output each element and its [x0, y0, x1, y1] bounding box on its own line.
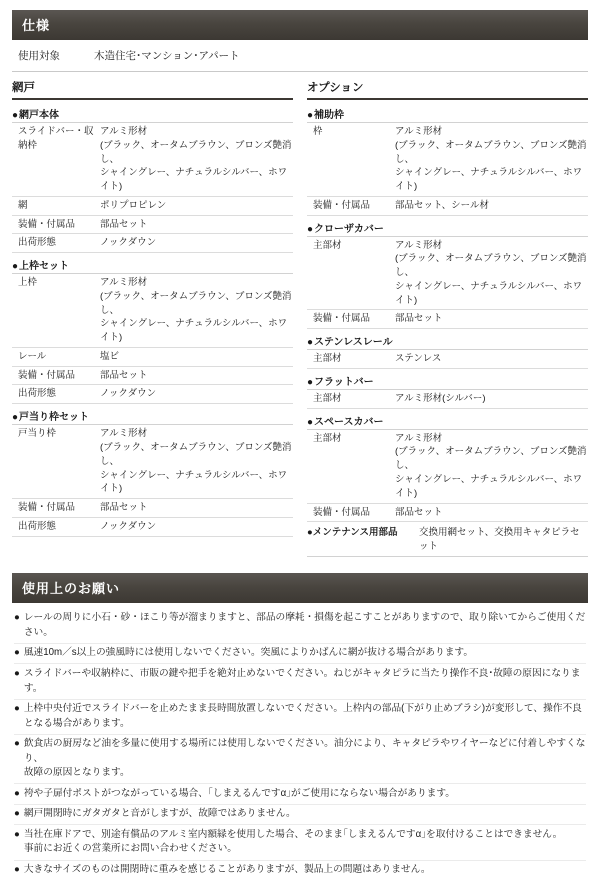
notice-text: 飲食店の厨房など油を多量に使用する場所には使用しないでください。油分により、キャタピラやワイヤーなどに付着しやすくなり、 故障の原因となります。 — [24, 737, 586, 781]
spec-row — [12, 348, 293, 367]
bullet-icon: ● — [307, 337, 313, 348]
bullet-icon: ● — [12, 261, 18, 272]
group-heading-hojowaku: ●補助枠 — [307, 102, 588, 123]
notice-text: レールの周りに小石・砂・ほこり等が溜まりますと、部品の摩耗・損傷を起こすことがありますので、取り除いてからご使用ください。 — [24, 611, 586, 640]
target-label: 使用対象 — [18, 48, 94, 63]
spec-row — [12, 216, 293, 235]
spec-row — [307, 504, 588, 523]
spec-value: ノックダウン — [100, 387, 293, 401]
spec-row-maintenance-parts — [307, 522, 588, 557]
group-heading-uewaku-set: ●上枠セット — [12, 253, 293, 274]
spec-row — [307, 310, 588, 329]
bullet-icon: ● — [14, 828, 20, 843]
notice-text: 袴や子扉付ポストがつながっている場合、｢しまえるんですα｣がご使用にならない場合があります。 — [24, 787, 586, 802]
spec-row — [307, 123, 588, 197]
list-item — [14, 609, 586, 644]
notice-text: 当社在庫ドアで、別途有償品のアルミ室内額縁を使用した場合、そのまま｢しまえるんですα｣を取付けることはできません。 事前にお近くの営業所にお問い合わせください。 — [24, 828, 586, 857]
spec-row — [307, 237, 588, 311]
spec-key: レール — [12, 350, 100, 364]
spec-key: 装備・付属品 — [12, 501, 100, 515]
spec-row — [12, 499, 293, 518]
spec-row — [12, 367, 293, 386]
spec-row — [12, 197, 293, 216]
bullet-icon: ● — [14, 787, 20, 802]
group-heading-toatariwaku-set: ●戸当り枠セット — [12, 404, 293, 425]
spec-value: アルミ形材 (ブラック、オータムブラウン、ブロンズ艶消し、 シャイングレー、ナチュラルシルバー、ホワイト) — [100, 125, 293, 194]
notice-text: 網戸開閉時にガタガタと音がしますが、故障ではありません。 — [24, 807, 586, 822]
spec-value: アルミ形材(シルバー) — [395, 392, 588, 406]
bullet-icon: ● — [307, 527, 313, 538]
spec-value: 部品セット、シール材 — [395, 199, 588, 213]
spec-key: 装備・付属品 — [12, 218, 100, 232]
group-heading-closer-cover: ●クローザカバー — [307, 216, 588, 237]
spec-value: アルミ形材 (ブラック、オータムブラウン、ブロンズ艶消し、 シャイングレー、ナチュラルシルバー、ホワイト) — [395, 125, 588, 194]
list-item — [14, 784, 586, 805]
bullet-icon: ● — [12, 412, 18, 423]
spec-key: 装備・付属品 — [307, 312, 395, 326]
spec-row — [12, 274, 293, 348]
spec-row — [307, 430, 588, 504]
notice-text: 上枠中央付近でスライドバーを止めたまま長時間放置しないでください。上枠内の部品(下がり止めブラシ)が変形して、操作不良となる場合があります。 — [24, 702, 586, 731]
bullet-icon: ● — [14, 702, 20, 717]
spec-key: 網 — [12, 199, 100, 213]
spec-key: 主部材 — [307, 239, 395, 308]
group-heading-space-cover: ●スペースカバー — [307, 409, 588, 430]
column-heading: オプション — [307, 79, 588, 100]
spec-key: 出荷形態 — [12, 520, 100, 534]
spec-row — [307, 390, 588, 409]
bullet-icon: ● — [14, 737, 20, 752]
group-heading-flat-bar: ●フラットバー — [307, 369, 588, 390]
spec-value: 塩ビ — [100, 350, 293, 364]
spec-row — [12, 123, 293, 197]
spec-key: 主部材 — [307, 432, 395, 501]
bullet-icon: ● — [12, 110, 18, 121]
spec-value: ポリプロピレン — [100, 199, 293, 213]
notice-text: 大きなサイズのものは開閉時に重みを感じることがありますが、製品上の問題はありません。 — [24, 863, 586, 878]
spec-key: 装備・付属品 — [307, 199, 395, 213]
spec-key: 主部材 — [307, 352, 395, 366]
target-value: 木造住宅･マンション･アパート — [94, 48, 240, 63]
spec-key: スライドバー・収納枠 — [12, 125, 100, 194]
bullet-icon: ● — [14, 807, 20, 822]
spec-value: アルミ形材 (ブラック、オータムブラウン、ブロンズ艶消し、 シャイングレー、ナチュラルシルバー、ホワイト) — [395, 239, 588, 308]
notice-text: スライドバーや収納枠に、市販の鍵や把手を絶対止めないでください。ねじがキャタピラに当たり操作不良･故障の原因になります。 — [24, 667, 586, 696]
column-heading: 網戸 — [12, 79, 293, 100]
spec-row — [307, 197, 588, 216]
spec-value: アルミ形材 (ブラック、オータムブラウン、ブロンズ艶消し、 シャイングレー、ナチュラルシルバー、ホワイト) — [100, 427, 293, 496]
spec-key: 装備・付属品 — [307, 506, 395, 520]
notice-list — [12, 603, 588, 880]
spec-column-amido — [12, 79, 293, 557]
group-heading-stainless-rail: ●ステンレスレール — [307, 329, 588, 350]
list-item — [14, 825, 586, 860]
list-item — [14, 805, 586, 826]
bullet-icon: ● — [14, 646, 20, 661]
spec-value: ステンレス — [395, 352, 588, 366]
spec-row — [12, 425, 293, 499]
bullet-icon: ● — [307, 224, 313, 235]
spec-key: 上枠 — [12, 276, 100, 345]
spec-value: 部品セット — [395, 312, 588, 326]
bullet-icon: ● — [307, 110, 313, 121]
spec-row — [12, 385, 293, 404]
group-heading-amido-hontai: ●網戸本体 — [12, 102, 293, 123]
list-item — [14, 861, 586, 880]
spec-value: 部品セット — [100, 369, 293, 383]
spec-value: 部品セット — [100, 501, 293, 515]
spec-row — [307, 350, 588, 369]
spec-value: アルミ形材 (ブラック、オータムブラウン、ブロンズ艶消し、 シャイングレー、ナチュラルシルバー、ホワイト) — [100, 276, 293, 345]
spec-column-option — [307, 79, 588, 557]
bullet-icon: ● — [307, 377, 313, 388]
spec-value: アルミ形材 (ブラック、オータムブラウン、ブロンズ艶消し、 シャイングレー、ナチュラルシルバー、ホワイト) — [395, 432, 588, 501]
spec-value: ノックダウン — [100, 520, 293, 534]
spec-key: 枠 — [307, 125, 395, 194]
spec-section-title: 仕様 — [12, 10, 588, 40]
list-item — [14, 700, 586, 735]
spec-value: 交換用網セット、交換用キャタピラセット — [419, 526, 588, 554]
list-item — [14, 735, 586, 785]
bullet-icon: ● — [307, 417, 313, 428]
notice-section — [12, 573, 588, 880]
spec-row — [12, 518, 293, 537]
spec-value: 部品セット — [395, 506, 588, 520]
notice-text: 風速10m／s以上の強風時には使用しないでください。突風によりかばんに網が抜ける場合があります。 — [24, 646, 586, 661]
spec-key: 出荷形態 — [12, 236, 100, 250]
notice-section-title: 使用上のお願い — [12, 573, 588, 603]
bullet-icon: ● — [14, 667, 20, 682]
spec-columns — [12, 79, 588, 557]
spec-key: 装備・付属品 — [12, 369, 100, 383]
target-row — [12, 40, 588, 72]
spec-key: 戸当り枠 — [12, 427, 100, 496]
spec-value: ノックダウン — [100, 236, 293, 250]
spec-value: 部品セット — [100, 218, 293, 232]
spec-key: ●メンテナンス用部品 — [307, 526, 419, 554]
list-item — [14, 664, 586, 699]
bullet-icon: ● — [14, 863, 20, 878]
spec-row — [12, 234, 293, 253]
bullet-icon: ● — [14, 611, 20, 626]
spec-key: 出荷形態 — [12, 387, 100, 401]
list-item — [14, 644, 586, 665]
spec-key: 主部材 — [307, 392, 395, 406]
